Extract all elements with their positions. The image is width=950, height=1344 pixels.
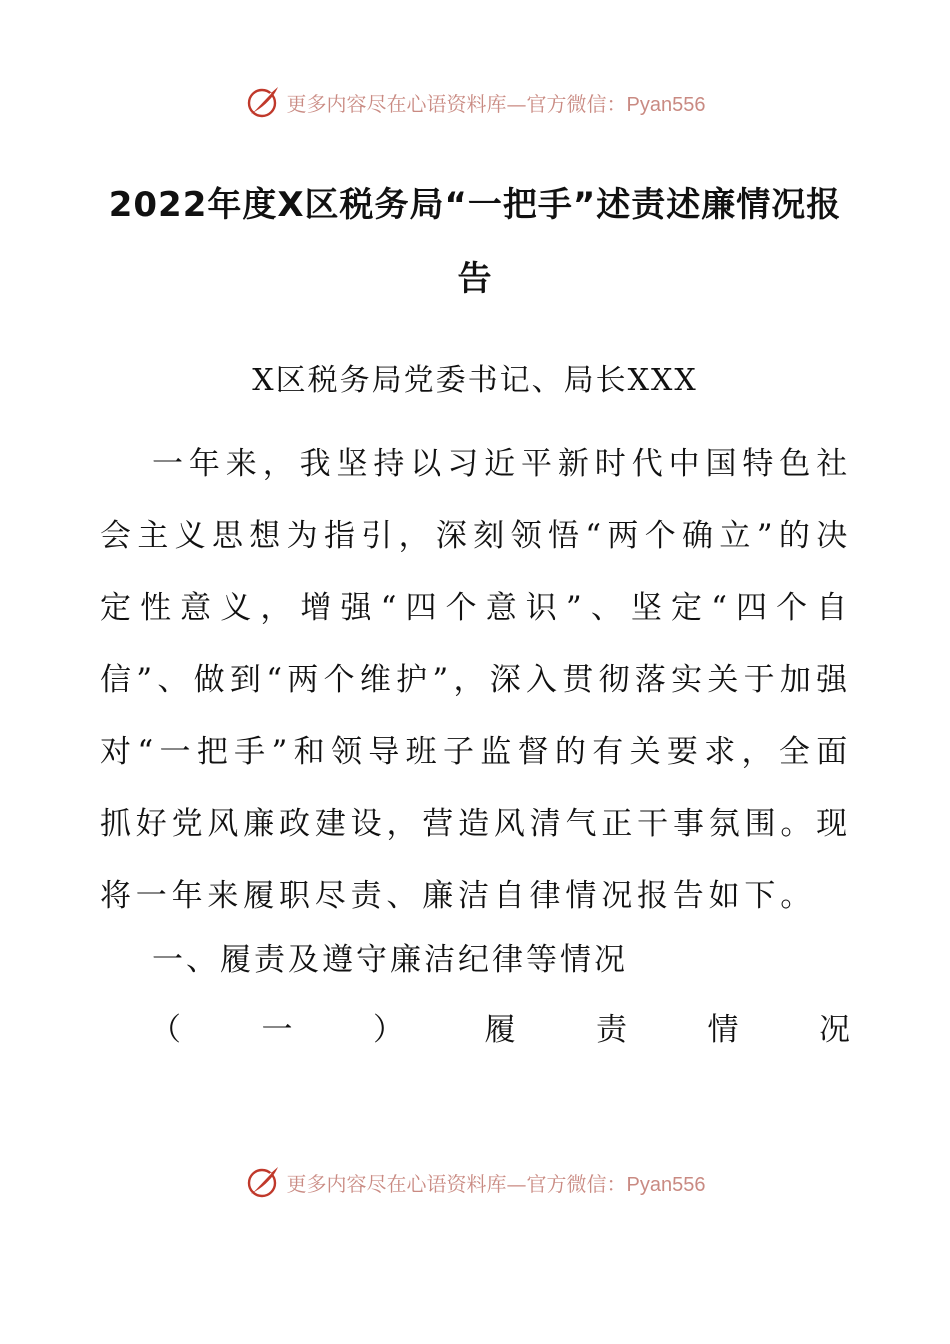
subsection-heading-char: 情 — [707, 1012, 739, 1048]
quill-logo-icon — [245, 84, 281, 120]
watermark-text: 更多内容尽在心语资料库—官方微信：Pyan556 — [286, 91, 706, 116]
subsection-heading-char: ） — [373, 1012, 404, 1048]
subsection-heading-char: （ — [150, 1012, 181, 1048]
subsection-heading-char: 履 — [484, 1012, 516, 1048]
quill-logo-icon — [245, 1164, 281, 1200]
watermark-banner-top — [0, 80, 950, 124]
body-paragraph: 一年来，我坚持以习近平新时代中国特色社会主义思想为指引，深刻领悟“两个确立”的决定性意义，增强“四个意识”、坚定“四个自信”、做到“两个维护”，深入贯彻落实关于加强对“一把手”和领导班子监督的有关要求，全面抓好党风廉政建设，营造风清气正干事氛围。现将一年来履职尽责、廉洁自律情况报告如下。 — [100, 446, 852, 914]
subsection-heading-char: 况 — [819, 1012, 850, 1048]
subsection-heading-char: 责 — [596, 1012, 627, 1048]
section-heading: 一、履责及遵守廉洁纪律等情况 — [152, 942, 628, 978]
document-author: X区税务局党委书记、局长XXX — [252, 363, 698, 398]
subsection-heading-char: 一 — [261, 1012, 293, 1048]
subsection-heading — [150, 994, 850, 1066]
watermark-text: 更多内容尽在心语资料库—官方微信：Pyan556 — [286, 1171, 706, 1196]
document-title: 2022年度X区税务局“一把手”述责述廉情况报告 — [108, 185, 842, 299]
watermark-banner-bottom — [0, 1160, 950, 1204]
